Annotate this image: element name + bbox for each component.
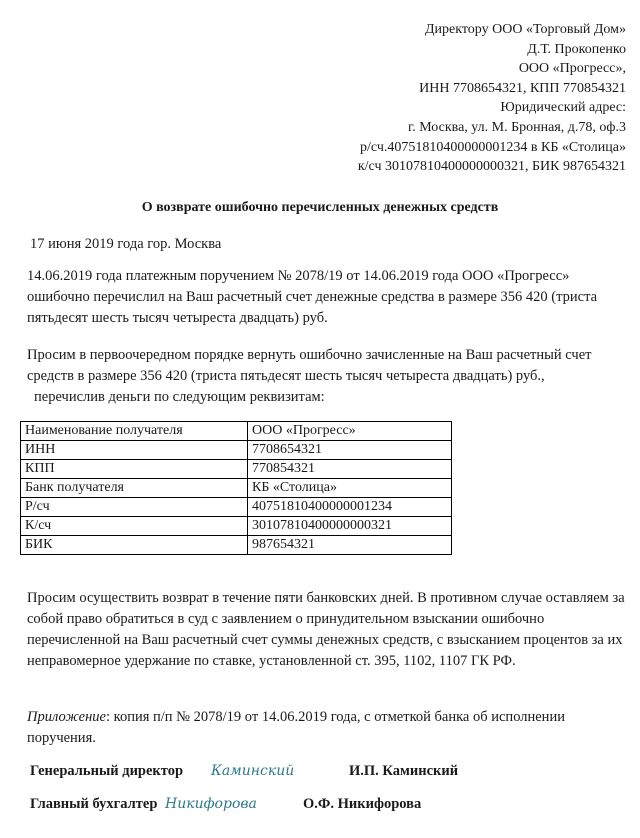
table-row	[21, 422, 452, 441]
attachment-note	[27, 707, 627, 749]
requisite-value: 30107810400000000321	[248, 517, 452, 536]
attachment-label: Приложение	[27, 709, 106, 725]
requisite-value: 40751810400000001234	[248, 498, 452, 517]
requisite-value: 7708654321	[248, 441, 452, 460]
requisites-table	[20, 421, 452, 555]
address-block	[358, 20, 626, 177]
requisite-value: 770854321	[248, 460, 452, 479]
paragraph-deadline-warning: Просим осуществить возврат в течение пяти банковских дней. В противном случае оставляем за собой право обратиться в суд с заявлением о принудительном взыскании ошибочно перечисленной на Ваш расчетный счет суммы денежных средств, с взысканием процентов за их неправомерное удержание по ставке, установленной ст. 395, 1102, 1107 ГК РФ.	[27, 590, 625, 669]
address-line: р/сч.40751810400000001234 в КБ «Столица»	[360, 139, 626, 155]
address-line: к/сч 30107810400000000321, БИК 987654321	[357, 159, 626, 175]
address-line: ИНН 7708654321, КПП 770854321	[419, 80, 626, 96]
requisite-label: Банк получателя	[21, 479, 248, 498]
attachment-text: : копия п/п № 2078/19 от 14.06.2019 года, с отметкой банка об исполнении поручения.	[27, 709, 565, 746]
address-line: Д.Т. Прокопенко	[527, 41, 626, 57]
requisite-value: 987654321	[248, 536, 452, 555]
paragraph-return-request	[27, 345, 627, 408]
letter-title: О возврате ошибочно перечисленных денежных средств	[141, 200, 499, 215]
requisite-label: Р/сч	[21, 498, 248, 517]
signature-position: Главный бухгалтер	[30, 796, 158, 812]
table-row	[21, 498, 452, 517]
signature-name: О.Ф. Никифорова	[303, 796, 422, 812]
paragraph-payment-info: 14.06.2019 года платежным поручением № 2078/19 от 14.06.2019 года ООО «Прогресс» ошибочно перечислил на Ваш расчетный счет денежные средства в размере 356 420 (триста пятьдесят шесть тысяч четыреста двадцать) руб.	[27, 268, 598, 326]
signature-name: И.П. Каминский	[349, 763, 459, 779]
address-line: Юридический адрес:	[500, 100, 626, 116]
requisite-value: ООО «Прогресс»	[248, 422, 452, 441]
requisite-label: Наименование получателя	[21, 422, 248, 441]
address-line: г. Москва, ул. М. Бронная, д.78, оф.3	[408, 119, 626, 135]
handwritten-signature: Никифорова	[165, 796, 257, 812]
table-row	[21, 536, 452, 555]
requisite-label: ИНН	[21, 441, 248, 460]
requisite-label: К/сч	[21, 517, 248, 536]
address-line: ООО «Прогресс»,	[518, 61, 626, 77]
signature-position: Генеральный директор	[30, 763, 184, 779]
requisite-label: БИК	[21, 536, 248, 555]
paragraph-return-request-tail: перечислив деньги по следующим реквизитам:	[34, 389, 325, 405]
table-row	[21, 479, 452, 498]
table-row	[21, 441, 452, 460]
table-row	[21, 460, 452, 479]
date-line: 17 июня 2019 года гор. Москва	[30, 236, 222, 252]
paragraph-return-request-main: Просим в первоочередном порядке вернуть ошибочно зачисленные на Ваш расчетный счет средств в размере 356 420 (триста пятьдесят шесть тысяч четыреста двадцать) руб.,	[27, 347, 592, 384]
requisite-value: КБ «Столица»	[248, 479, 452, 498]
address-line: Директору ООО «Торговый Дом»	[425, 22, 626, 37]
handwritten-signature: Каминский	[211, 763, 295, 779]
requisite-label: КПП	[21, 460, 248, 479]
table-row	[21, 517, 452, 536]
